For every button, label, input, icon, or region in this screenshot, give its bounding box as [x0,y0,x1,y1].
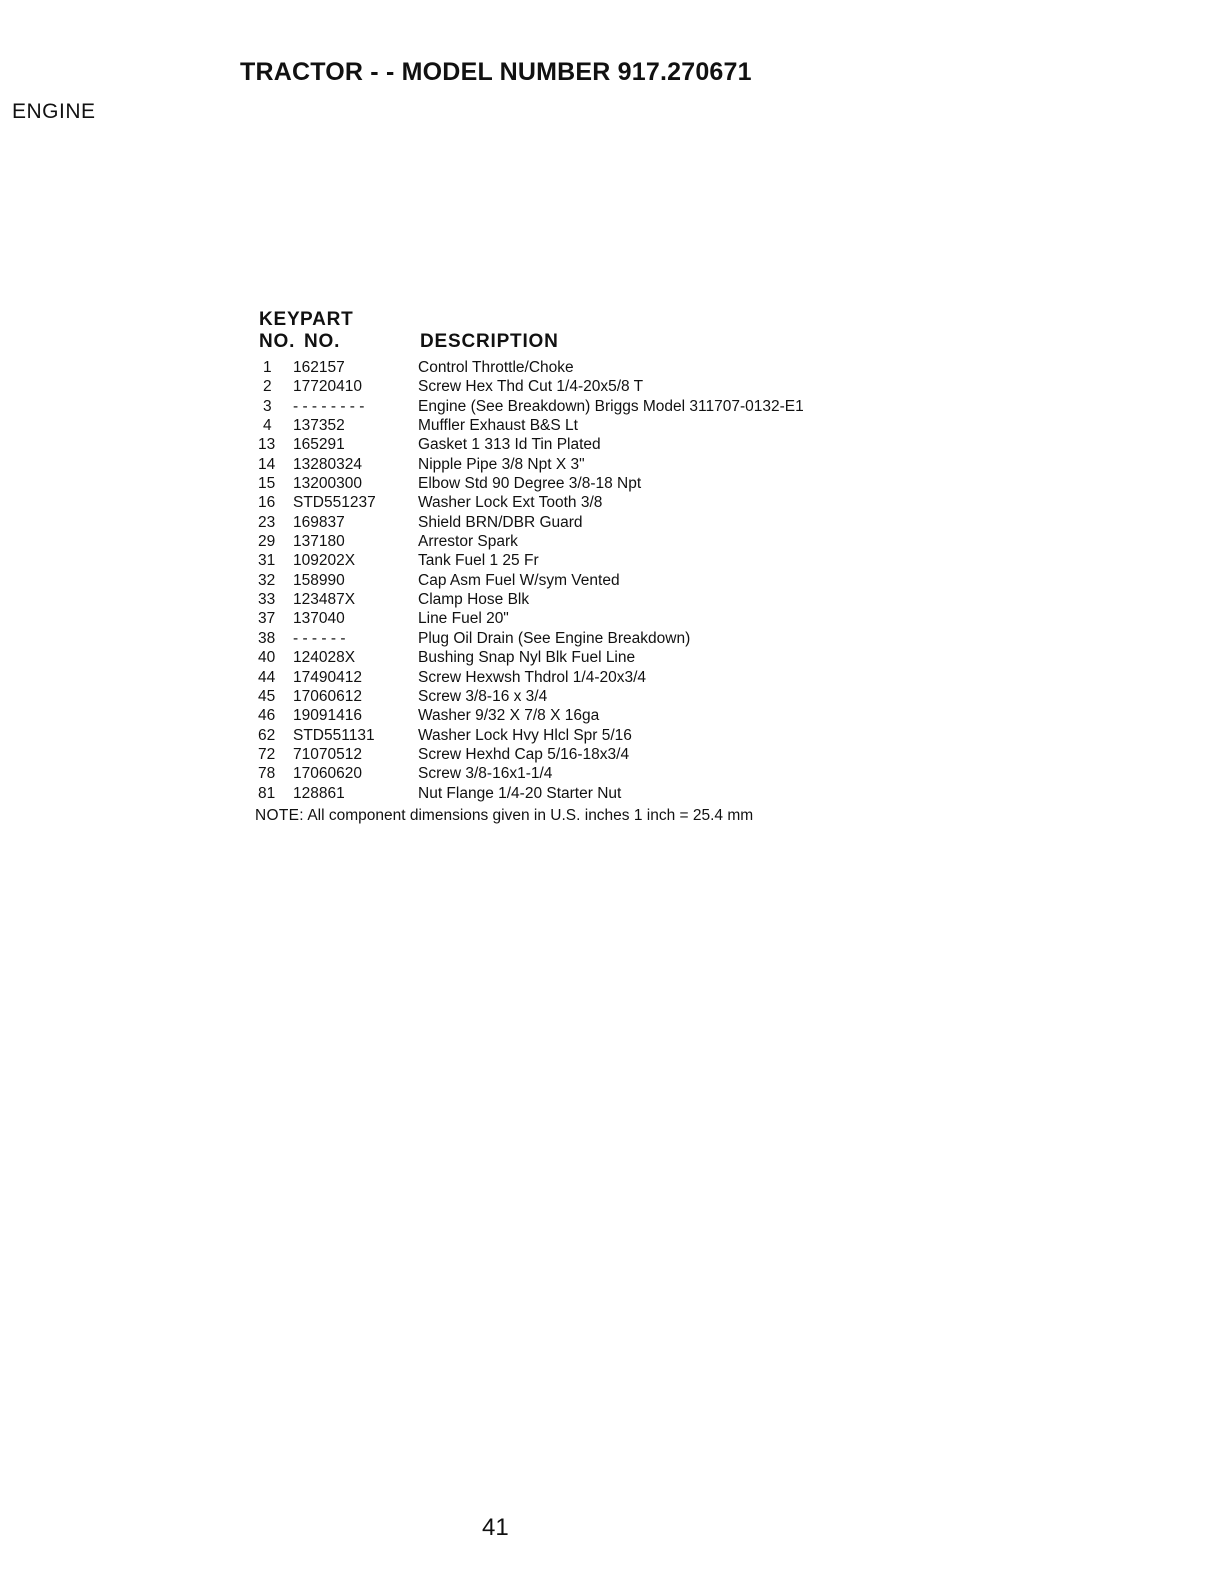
part-description: Muffler Exhaust B&S Lt [418,417,578,435]
part-description: Engine (See Breakdown) Briggs Model 311707-0132-E1 [418,397,804,415]
part-number: - - - - - - - - [293,397,365,415]
part-number: 137040 [293,610,345,628]
key-number: 44 [258,668,276,686]
part-description: Screw Hexwsh Thdrol 1/4-20x3/4 [418,668,647,686]
table-row [258,745,898,764]
part-description: Screw Hex Thd Cut 1/4-20x5/8 T [418,378,644,396]
table-row [258,687,898,706]
part-number: 17060612 [293,687,362,705]
part-description: Cap Asm Fuel W/sym Vented [418,571,620,589]
key-number: 32 [258,571,276,589]
note-label: NOTE: [255,807,304,824]
part-number: 13280324 [293,455,362,473]
key-number: 31 [258,552,276,570]
key-number: 62 [258,726,276,744]
table-row [258,726,898,745]
part-description: Tank Fuel 1 25 Fr [418,552,539,570]
table-row [258,416,898,435]
part-description: Arrestor Spark [418,533,518,551]
key-number: 13 [258,436,276,454]
key-number: 3 [263,397,272,415]
note-text: All component dimensions given in U.S. inches 1 inch = 25.4 mm [303,807,754,824]
column-header-key-no: NO. [259,331,296,352]
key-number: 37 [258,610,276,628]
part-description: Washer Lock Ext Tooth 3/8 [418,494,603,512]
table-row [258,629,898,648]
key-number: 33 [258,591,276,609]
part-number: 123487X [293,591,356,609]
part-number: 17490412 [293,668,362,686]
table-row [258,551,898,570]
part-number: 13200300 [293,475,362,493]
table-row [258,435,898,454]
table-row [258,609,898,628]
key-number: 78 [258,765,276,783]
table-row [258,358,898,377]
key-number: 2 [263,378,272,396]
key-number: 15 [258,475,276,493]
page-number: 41 [482,1514,509,1541]
table-row [258,764,898,783]
table-row [258,474,898,493]
dimension-note [255,807,753,825]
key-number: 40 [258,649,276,667]
part-number: 109202X [293,552,356,570]
parts-list [258,358,898,803]
part-number: 158990 [293,571,345,589]
table-row [258,706,898,725]
key-number: 38 [258,629,276,647]
table-row [258,668,898,687]
part-description: Washer 9/32 X 7/8 X 16ga [418,707,600,725]
part-number: STD551237 [293,494,376,512]
part-description: Nut Flange 1/4-20 Starter Nut [418,784,622,802]
column-header-description: DESCRIPTION [420,331,559,352]
column-header-part-no: NO. [304,331,341,352]
part-number: 19091416 [293,707,362,725]
table-row [258,377,898,396]
part-description: Plug Oil Drain (See Engine Breakdown) [418,629,691,647]
column-header-key: KEY [259,309,301,330]
key-number: 46 [258,707,276,725]
part-description: Washer Lock Hvy Hlcl Spr 5/16 [418,726,632,744]
table-row [258,571,898,590]
key-number: 72 [258,745,276,763]
column-header-part: PART [300,309,354,330]
part-description: Gasket 1 313 Id Tin Plated [418,436,601,454]
part-number: 124028X [293,649,356,667]
section-title: ENGINE [12,100,96,123]
part-description: Line Fuel 20" [418,610,509,628]
part-number: 165291 [293,436,345,454]
part-description: Nipple Pipe 3/8 Npt X 3" [418,455,585,473]
part-description: Screw 3/8-16x1-1/4 [418,765,553,783]
key-number: 81 [258,784,276,802]
part-number: 169837 [293,513,345,531]
key-number: 23 [258,513,276,531]
table-row [258,493,898,512]
part-number: 71070512 [293,745,362,763]
table-row [258,397,898,416]
table-row [258,455,898,474]
part-description: Screw 3/8-16 x 3/4 [418,687,548,705]
page-title: TRACTOR - - MODEL NUMBER 917.270671 [240,58,752,86]
part-number: 137180 [293,533,345,551]
part-number: 17720410 [293,378,362,396]
table-row [258,513,898,532]
key-number: 29 [258,533,276,551]
key-number: 14 [258,455,276,473]
part-number: 162157 [293,359,345,376]
part-description: Bushing Snap Nyl Blk Fuel Line [418,649,636,667]
table-row [258,532,898,551]
part-number: 137352 [293,417,345,435]
part-number: - - - - - - [293,629,346,647]
part-description: Clamp Hose Blk [418,591,530,609]
key-number: 45 [258,687,276,705]
part-description: Control Throttle/Choke [418,359,574,376]
key-number: 4 [263,417,272,435]
table-row [258,784,898,803]
table-row [258,590,898,609]
part-description: Screw Hexhd Cap 5/16-18x3/4 [418,745,630,763]
part-number: STD551131 [293,726,375,744]
part-number: 128861 [293,784,345,802]
part-description: Shield BRN/DBR Guard [418,513,583,531]
key-number: 1 [263,359,272,376]
key-number: 16 [258,494,276,512]
part-number: 17060620 [293,765,362,783]
part-description: Elbow Std 90 Degree 3/8-18 Npt [418,475,642,493]
table-row [258,648,898,667]
